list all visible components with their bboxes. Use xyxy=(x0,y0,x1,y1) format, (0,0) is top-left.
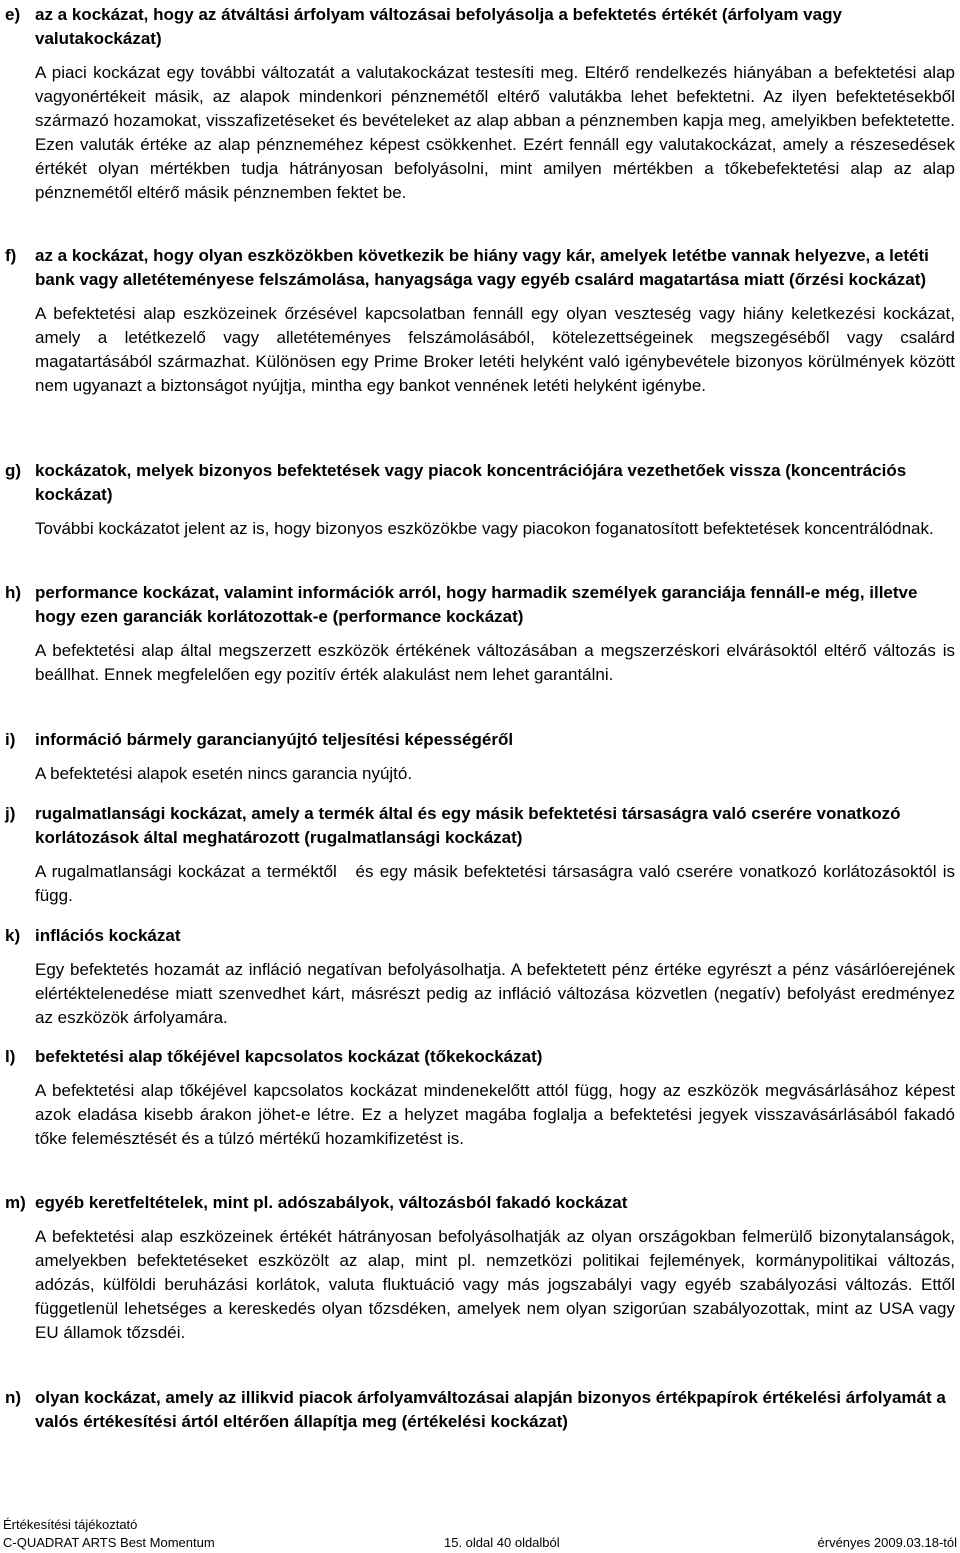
section-heading: az a kockázat, hogy olyan eszközökben következik be hiány vagy kár, amelyek letétbe vannak helyezve, a letéti bank vagy alletéteményese felszámolása, hanyagsága vagy egyéb csalárd magatartása miatt (őrzési kockázat) xyxy=(35,246,929,289)
section-marker: j) xyxy=(5,804,16,823)
section-f xyxy=(0,244,960,398)
footer-fund-name: C-QUADRAT ARTS Best Momentum xyxy=(3,1535,215,1550)
section-body: Egy befektetés hozamát az infláció negatívan befolyásolhatja. A befektetett pénz értéke egyrészt a pénz vásárlóerejének elértéktelenedése miatt szenvedhet kárt, másrészt pedig az infláció változása közvetlen (negatív) befolyást eredményez az eszközök árfolyamára. xyxy=(35,960,955,1027)
section-marker: g) xyxy=(5,461,22,480)
section-l xyxy=(0,1045,960,1151)
section-heading: performance kockázat, valamint információk arról, hogy harmadik személyek garanciája fennáll-e még, illetve hogy ezen garanciák korlátozottak-e (performance kockázat) xyxy=(35,583,918,626)
section-marker: h) xyxy=(5,583,22,602)
section-heading: kockázatok, melyek bizonyos befektetések vagy piacok koncentrációjára vezethetőek vissza (koncentrációs kockázat) xyxy=(35,461,907,504)
section-marker: m) xyxy=(5,1193,26,1212)
section-h xyxy=(0,581,960,687)
section-body: A befektetési alapok esetén nincs garancia nyújtó. xyxy=(35,764,413,783)
section-g xyxy=(0,459,960,541)
section-body: A piaci kockázat egy további változatát a valutakockázat testesíti meg. Eltérő rendelkezés hiányában a befektetési alap vagyonértékeit másik, az alapok mindenkori pénznemétől eltérő valutákba lehet befektetni. Az ilyen befektetésekből származó hozamokat, visszafizetéseket és bevételeket az alap abban a pénznemben kapja meg, amelyikben befektetette. Ezen valuták értéke az alap pénzneméhez képest csökkenhet. Ezért fennáll egy valutakockázat, amely a részesedések értékét olyan mértékben tudja hátrányosan befolyásolni, mint amilyen mértékben a tőkebefektetési alap az alap pénznemétől eltérő másik pénznemben fektet be. xyxy=(35,63,955,202)
section-heading: egyéb keretfeltételek, mint pl. adószabályok, változásból fakadó kockázat xyxy=(35,1193,628,1212)
section-heading: olyan kockázat, amely az illikvid piacok árfolyamváltozásai alapján bizonyos értékpapírok értékelési árfolyamát a valós értékesítési ártól eltérően állapítja meg (értékelési kockázat) xyxy=(35,1388,946,1431)
section-body: A befektetési alap eszközeinek őrzésével kapcsolatban fennáll egy olyan veszteség vagy hiány keletkezési kockázat, amely a letétkezelő vagy alletéteményes felszámolásából, kötelezettségeinek megszegéséből vagy csalárd magatartásából származhat. Különösen egy Prime Broker letéti helyként való igénybevétele bizonyos körülmények között nem ugyanazt a biztonságot nyújtja, mintha egy bankot vennének letéti helyként igénybe. xyxy=(35,304,955,395)
section-marker: k) xyxy=(5,926,21,945)
section-i xyxy=(0,728,960,786)
footer-validity: érvényes 2009.03.18-tól xyxy=(817,1535,957,1550)
section-k xyxy=(0,924,960,1030)
section-marker: l) xyxy=(5,1047,16,1066)
section-body: A befektetési alap tőkéjével kapcsolatos kockázat mindenekelőtt attól függ, hogy az eszközök megvásárlásához képest azok eladása kisebb árakon jöhet-e létre. Ez a helyzet magába foglalja a befektetési jegyek visszavásárlásából fakadó tőke felemésztését és a túlzó mértékű hozamkifizetést is. xyxy=(35,1081,955,1148)
section-marker: i) xyxy=(5,730,16,749)
section-n xyxy=(0,1386,960,1434)
section-j xyxy=(0,802,960,908)
section-marker: e) xyxy=(5,5,21,24)
section-heading: információ bármely garancianyújtó teljesítési képességéről xyxy=(35,730,514,749)
section-marker: n) xyxy=(5,1388,22,1407)
section-m xyxy=(0,1191,960,1345)
footer-doc-title: Értékesítési tájékoztató xyxy=(3,1517,138,1532)
section-heading: inflációs kockázat xyxy=(35,926,181,945)
section-body: További kockázatot jelent az is, hogy bizonyos eszközökbe vagy piacokon foganatosított befektetések koncentrálódnak. xyxy=(35,519,934,538)
section-body: A rugalmatlansági kockázat a terméktől és egy másik befektetési társaságra való cserére vonatkozó korlátozásoktól is függ. xyxy=(35,862,960,905)
section-body: A befektetési alap eszközeinek értékét hátrányosan befolyásolhatják az olyan országokban felmerülő bizonytalanságok, amelyekben befektetéseket eszközölt az alap, mint pl. nemzetközi politikai fejlemények, kormánypolitikai változás, adózás, külföldi beruházási korlátok, valuta fluktuáció vagy más jogszabályi vagy egyéb szabályozási változás. Ettől függetlenül lehetséges a kereskedés olyan tőzsdéken, amelyek nem olyan szigorúan szabályozottak, mint az USA vagy EU államok tőzsdéi. xyxy=(35,1227,955,1342)
section-marker: f) xyxy=(5,246,17,265)
section-heading: az a kockázat, hogy az átváltási árfolyam változásai befolyásolja a befektetés értékét (árfolyam vagy valutakockázat) xyxy=(35,5,842,48)
section-body: A befektetési alap által megszerzett eszközök értékének változásában a megszerzéskori elvárásoktól eltérő változás is beállhat. Ennek megfelelően egy pozitív érték alakulást nem lehet garantálni. xyxy=(35,641,955,684)
section-heading: befektetési alap tőkéjével kapcsolatos kockázat (tőkekockázat) xyxy=(35,1047,543,1066)
footer-page-info: 15. oldal 40 oldalból xyxy=(444,1535,560,1550)
section-heading: rugalmatlansági kockázat, amely a termék által és egy másik befektetési társaságra való cserére vonatkozó korlátozások által meghatározott (rugalmatlansági kockázat) xyxy=(35,804,901,847)
section-e xyxy=(0,3,960,205)
